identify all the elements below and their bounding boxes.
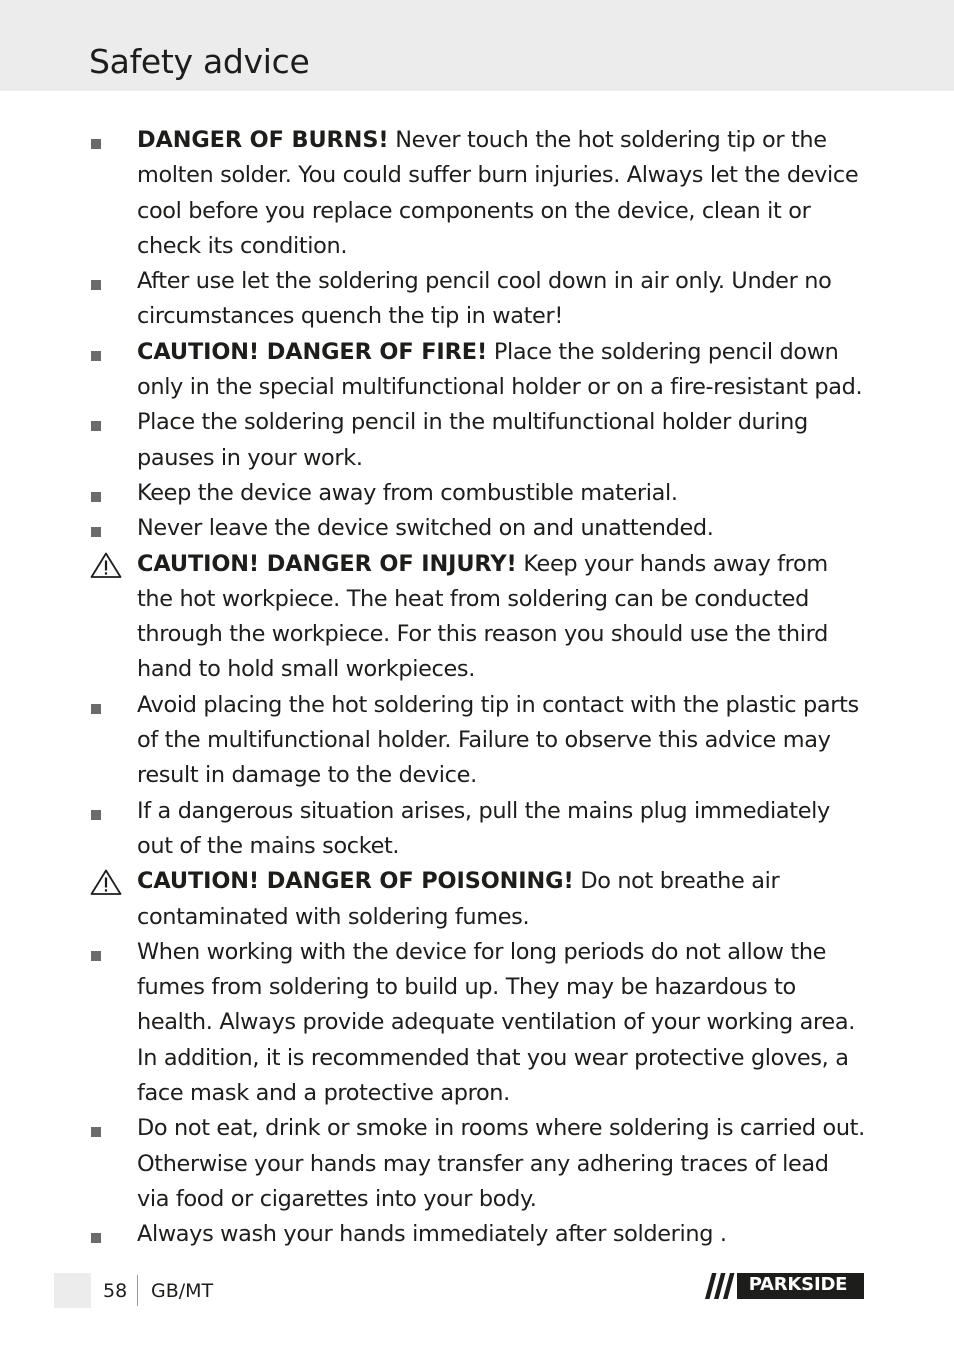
square-bullet-icon bbox=[91, 139, 101, 149]
square-bullet-icon bbox=[91, 810, 101, 820]
locale-label: GB/MT bbox=[151, 1280, 214, 1302]
square-bullet-icon bbox=[91, 1233, 101, 1243]
safety-item bbox=[0, 1217, 865, 1252]
safety-advice-list bbox=[0, 123, 954, 1253]
item-text: Place the soldering pencil down only in the special multifunctional holder or on a fire-resistant pad. bbox=[137, 338, 863, 401]
square-bullet-icon bbox=[91, 351, 101, 361]
warning-triangle-icon bbox=[89, 551, 123, 579]
square-bullet-icon bbox=[91, 1127, 101, 1137]
safety-item bbox=[0, 123, 865, 264]
page-number: 58 bbox=[103, 1280, 128, 1302]
footer-divider bbox=[137, 1275, 138, 1306]
footer-tab bbox=[54, 1273, 91, 1308]
warning-triangle-icon bbox=[89, 868, 123, 896]
warning-lead: CAUTION! DANGER OF POISONING! bbox=[137, 868, 574, 895]
page-title: Safety advice bbox=[89, 42, 310, 81]
item-text: Place the soldering pencil in the multifunctional holder during pauses in your work. bbox=[137, 409, 808, 471]
item-text: Never leave the device switched on and unattended. bbox=[137, 515, 714, 542]
safety-item bbox=[0, 476, 865, 511]
item-text: After use let the soldering pencil cool down in air only. Under no circumstances quench the tip in water! bbox=[137, 268, 832, 330]
safety-item bbox=[0, 335, 865, 406]
warning-lead: CAUTION! DANGER OF FIRE! bbox=[137, 338, 488, 365]
square-bullet-icon bbox=[91, 951, 101, 961]
square-bullet-icon bbox=[91, 704, 101, 714]
item-text: Keep your hands away from the hot workpiece. The heat from soldering can be conducted through the workpiece. For this reason you should use the third hand to hold small workpieces. bbox=[137, 550, 828, 683]
square-bullet-icon bbox=[91, 527, 101, 537]
square-bullet-icon bbox=[91, 421, 101, 431]
square-bullet-icon bbox=[91, 280, 101, 290]
safety-item bbox=[0, 511, 865, 546]
safety-item bbox=[0, 1111, 865, 1217]
safety-item bbox=[0, 547, 865, 688]
safety-item bbox=[0, 935, 865, 1111]
item-text: Keep the device away from combustible material. bbox=[137, 479, 678, 506]
safety-item bbox=[0, 264, 865, 335]
item-text: Do not breathe air contaminated with soldering fumes. bbox=[137, 868, 780, 930]
safety-item bbox=[0, 405, 865, 476]
safety-item bbox=[0, 864, 865, 935]
item-text: If a dangerous situation arises, pull the mains plug immediately out of the mains socket. bbox=[137, 797, 830, 859]
item-text: Always wash your hands immediately after soldering . bbox=[137, 1221, 727, 1248]
item-text: Do not eat, drink or smoke in rooms where soldering is carried out. Otherwise your hands may transfer any adhering traces of lead via food or cigarettes into your body. bbox=[137, 1115, 865, 1212]
item-text: Avoid placing the hot soldering tip in contact with the plastic parts of the multifunctional holder. Failure to observe this advice may result in damage to the device. bbox=[137, 691, 859, 789]
item-text: When working with the device for long periods do not allow the fumes from soldering to build up. They may be hazardous to health. Always provide adequate ventilation of your working area. In addition, it is recommended that you wear protective gloves, a face mask and a protective apron. bbox=[137, 938, 855, 1107]
brand-name: PARKSIDE bbox=[748, 1274, 848, 1295]
item-text: Never touch the hot soldering tip or the molten solder. You could suffer burn injuries. Always let the device cool before you replace components on the device, clean it or check its condition. bbox=[137, 127, 859, 259]
warning-lead: CAUTION! DANGER OF INJURY! bbox=[137, 550, 517, 577]
square-bullet-icon bbox=[91, 492, 101, 502]
warning-lead: DANGER OF BURNS! bbox=[137, 127, 389, 153]
safety-item bbox=[0, 688, 865, 794]
logo-stripes-icon bbox=[705, 1273, 735, 1299]
safety-item bbox=[0, 794, 865, 865]
